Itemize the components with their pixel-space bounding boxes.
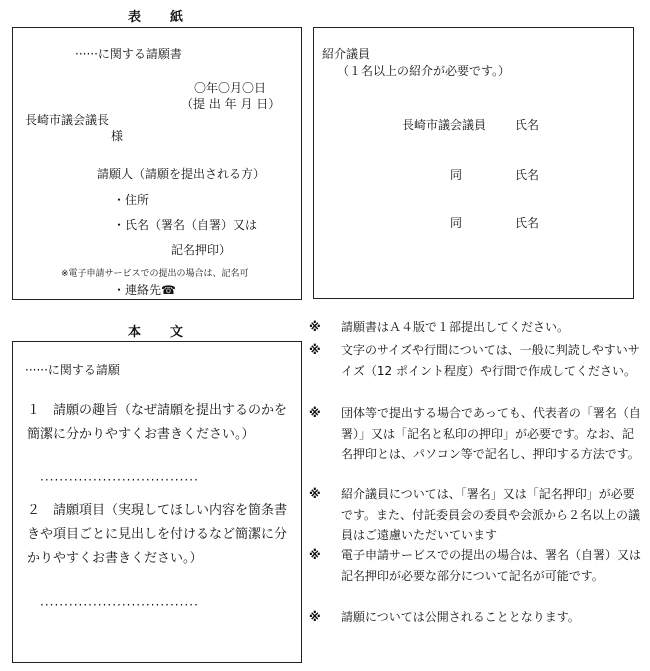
note-text: 団体等で提出する場合であっても、代表者の「署名（自署）」又は「記名と私印の押印」が必要です。なお、記名押印とは、パソコン等で記名し、押印する方法です。 <box>341 406 641 461</box>
body-box <box>12 341 302 663</box>
body-title: ······に関する請願 <box>25 363 120 377</box>
note-mark: ※ <box>309 320 321 334</box>
note-text: 紹介議員については、｢署名」又は「記名押印」が必要です。また、付託委員会の委員や会派から２名以上の議員はご遠慮いただいています <box>341 487 641 542</box>
date: 〇年〇月〇日 <box>194 81 267 95</box>
telephone-icon: ☎ <box>161 283 176 297</box>
body-heading: 本 文 <box>128 325 192 340</box>
introducer-row2-title: 同 <box>450 168 463 182</box>
petitioner-label: 請願人（請願を提出される方） <box>97 167 266 181</box>
date-note: （提 出 年 月 日） <box>181 97 281 111</box>
introducer-row2-name: 氏名 <box>515 168 540 182</box>
body-dots2: ································· <box>40 598 199 612</box>
introducer-row1-title: 長崎市議会議員 <box>402 118 487 132</box>
introducer-box <box>313 27 634 299</box>
introducer-row3-title: 同 <box>450 216 463 230</box>
cover-heading: 表 紙 <box>128 10 192 25</box>
note-text: 請願書はＡ４版で１部提出してください。 <box>341 320 570 334</box>
petition-title: ······に関する請願書 <box>75 47 182 61</box>
note-mark: ※ <box>309 343 321 357</box>
cover-box <box>12 27 302 300</box>
note-text: 電子申請サービスでの提出の場合は、署名（自署）又は記名押印が必要な部分について記名が可能です。 <box>341 548 642 583</box>
body-dots1: ································· <box>40 473 199 487</box>
note-text: 請願については公開されることとなります。 <box>341 610 580 624</box>
introducer-row1-name: 氏名 <box>515 118 540 132</box>
contact-row <box>113 281 176 298</box>
addressee: 長崎市議会議長 <box>25 113 110 127</box>
name-label-line1: ・氏名（署名（自署）又は <box>113 218 258 232</box>
introducer-label: 紹介議員 <box>322 47 371 61</box>
address-label: ・住所 <box>113 193 150 207</box>
contact-label: ・連絡先 <box>113 283 162 297</box>
introducer-row3-name: 氏名 <box>515 216 540 230</box>
honorific: 様 <box>111 129 124 143</box>
body-item1: １ 請願の趣旨（なぜ請願を提出するのかを簡潔に分かりやすくお書きください。） <box>27 403 288 442</box>
e-filing-note: ※電子申請サービスでの提出の場合は、記名可 <box>61 269 249 279</box>
introducer-note: （１名以上の紹介が必要です。） <box>337 64 511 78</box>
note-mark: ※ <box>309 548 321 562</box>
note-text: 文字のサイズや行間については、一般に判読しやすいサイズ（12 ポイント程度）や行間で作成してください。 <box>341 343 640 378</box>
note-mark: ※ <box>309 406 321 420</box>
note-mark: ※ <box>309 487 321 501</box>
name-label-line2: 記名押印） <box>171 243 232 257</box>
note-mark: ※ <box>309 610 321 624</box>
body-item2: ２ 請願項目（実現してほしい内容を箇条書きや項目ごとに見出しを付けるなど簡潔に分かりやすくお書きください。） <box>27 503 288 566</box>
